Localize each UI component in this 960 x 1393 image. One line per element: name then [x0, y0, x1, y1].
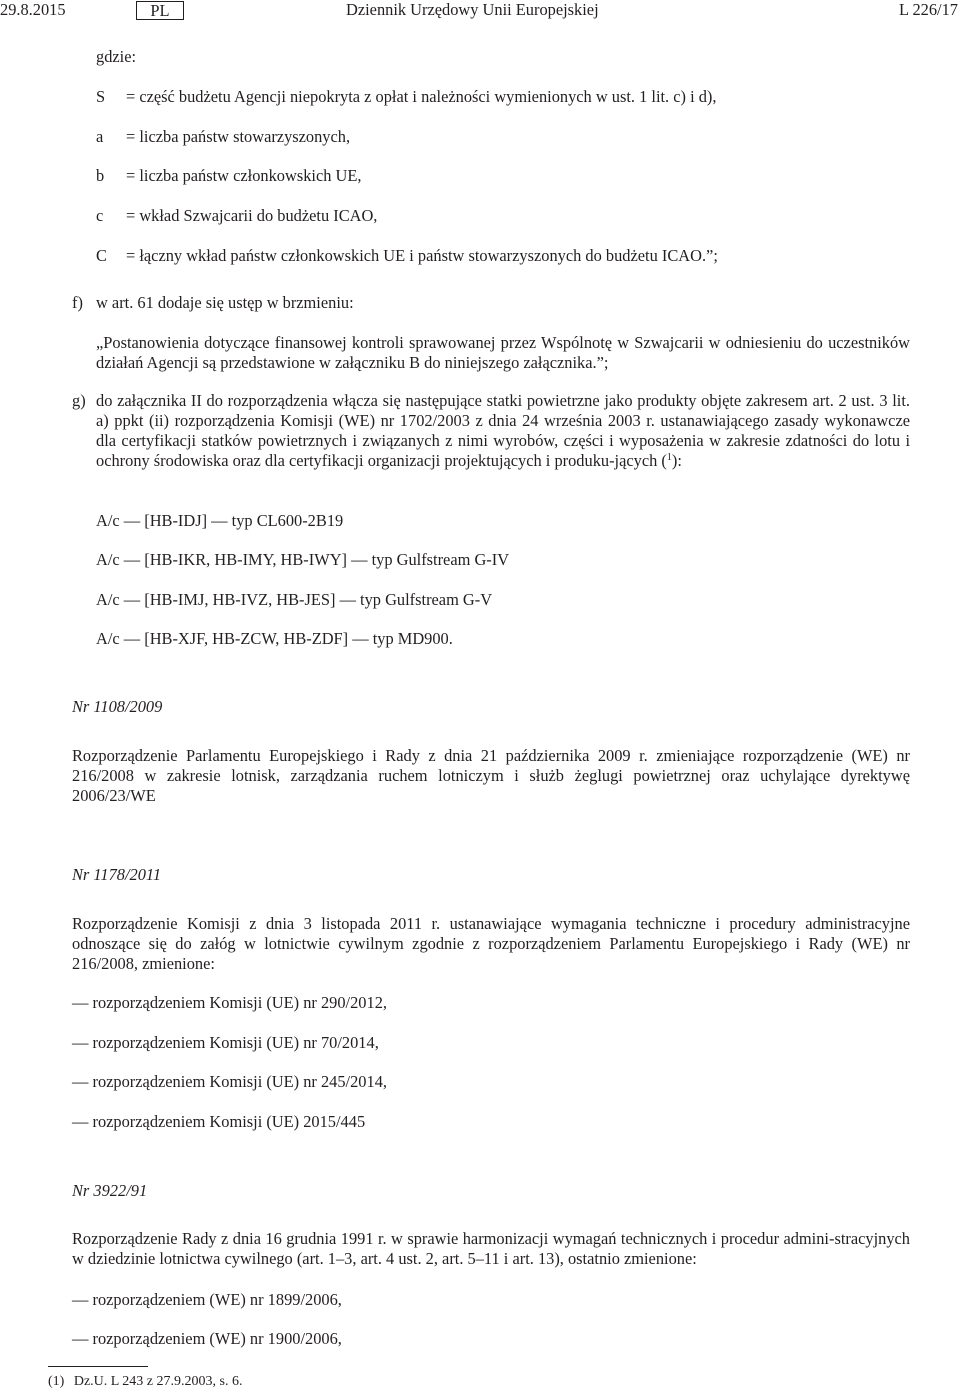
item-f-label: f)	[72, 293, 83, 312]
amendment-item: — rozporządzeniem Komisji (UE) nr 245/2014,	[72, 1072, 387, 1091]
aircraft-item: A/c — [HB-IKR, HB-IMY, HB-IWY] — typ Gulfstream G-IV	[96, 550, 510, 569]
aircraft-item: A/c — [HB-XJF, HB-ZCW, HB-ZDF] — typ MD900.	[96, 629, 453, 648]
aircraft-item: A/c — [HB-IDJ] — typ CL600-2B19	[96, 511, 344, 530]
header-page-ref: L 226/17	[898, 0, 958, 19]
definition-symbol: S	[96, 87, 106, 106]
footnote-mark: (1)	[48, 1374, 65, 1389]
item-f-quote: „Postanowienia dotyczące finansowej kontroli sprawowanej przez Wspólnotę w Szwajcarii w odniesieniu do uczestników działań Agencji są przedstawione w załączniku B do niniejszego załącznika.”;	[96, 333, 910, 372]
header-journal-title: Dziennik Urzędowy Unii Europejskiej	[346, 0, 599, 19]
amendment-item: — rozporządzeniem (WE) nr 1899/2006,	[72, 1290, 342, 1309]
amendment-item: — rozporządzeniem Komisji (UE) nr 290/2012,	[72, 993, 387, 1012]
definition-symbol: a	[96, 127, 104, 146]
aircraft-item: A/c — [HB-IMJ, HB-IVZ, HB-JES] — typ Gulfstream G-V	[96, 590, 493, 609]
definition-text: = liczba państw stowarzyszonych,	[126, 127, 351, 146]
section-title-3922-91: Nr 3922/91	[72, 1181, 148, 1200]
definition-symbol: c	[96, 206, 104, 225]
amendment-item: — rozporządzeniem (WE) nr 1900/2006,	[72, 1329, 342, 1348]
header-date: 29.8.2015	[0, 0, 66, 19]
footnote	[48, 1372, 242, 1392]
where-label: gdzie:	[96, 47, 137, 66]
header-language-badge: PL	[136, 1, 184, 20]
definition-text: = część budżetu Agencji niepokryta z opłat i należności wymienionych w ust. 1 lit. c) i d),	[126, 87, 717, 106]
amendment-item: — rozporządzeniem Komisji (UE) 2015/445	[72, 1112, 366, 1131]
amendment-item: — rozporządzeniem Komisji (UE) nr 70/2014,	[72, 1033, 379, 1052]
definition-symbol: C	[96, 246, 107, 265]
footnote-ref: 1	[666, 452, 672, 463]
section-text-1108-2009: Rozporządzenie Parlamentu Europejskiego i Rady z dnia 21 października 2009 r. zmieniające rozporządzenie (WE) nr 216/2008 w zakresie lotnisk, zarządzania ruchem lotniczym i służb żeglugi powietrznej oraz uchylające dyrektywę 2006/23/WE	[72, 746, 910, 805]
item-f-text: w art. 61 dodaje się ustęp w brzmieniu:	[96, 293, 354, 312]
section-text-3922-91: Rozporządzenie Rady z dnia 16 grudnia 1991 r. w sprawie harmonizacji wymagań technicznych i procedur admini-stracyjnych w dziedzinie lotnictwa cywilnego (art. 1–3, art. 4 ust. 2, art. 5–11 i art. 13), ostatnio zmienione:	[72, 1229, 910, 1268]
item-g-text: do załącznika II do rozporządzenia włącza się następujące statki powietrzne jako produkty objęte zakresem art. 2 ust. 3 lit. a) ppkt (ii) rozporządzenia Komisji (WE) nr 1702/2003 z dnia 24 września 2003 r. ustanawiającego zasady wykonawcze dla certyfikacji statków powietrznych i związanych z nimi wyrobów, części i wyposażenia w zakresie zdatności do lotu i ochrony środowiska oraz dla certyfikacji organizacji projektujących i produku-jących ($^1$):	[96, 391, 910, 470]
definition-text: = liczba państw członkowskich UE,	[126, 166, 362, 185]
section-title-1108-2009: Nr 1108/2009	[72, 697, 163, 716]
item-g-label: g)	[72, 391, 86, 410]
definition-symbol: b	[96, 166, 105, 185]
definition-text: = łączny wkład państw członkowskich UE i państw stowarzyszonych do budżetu ICAO.”;	[126, 246, 718, 265]
section-text-1178-2011: Rozporządzenie Komisji z dnia 3 listopada 2011 r. ustanawiające wymagania techniczne i procedury administracyjne odnoszące się do załóg w lotnictwie cywilnym zgodnie z rozporządzeniem Parlamentu Europejskiego i Rady (WE) nr 216/2008, zmienione:	[72, 914, 910, 973]
section-title-1178-2011: Nr 1178/2011	[72, 865, 162, 884]
definition-text: = wkład Szwajcarii do budżetu ICAO,	[126, 206, 378, 225]
footnote-separator	[48, 1366, 148, 1367]
footnote-text: Dz.U. L 243 z 27.9.2003, s. 6.	[73, 1374, 243, 1389]
page-header	[0, 0, 960, 22]
